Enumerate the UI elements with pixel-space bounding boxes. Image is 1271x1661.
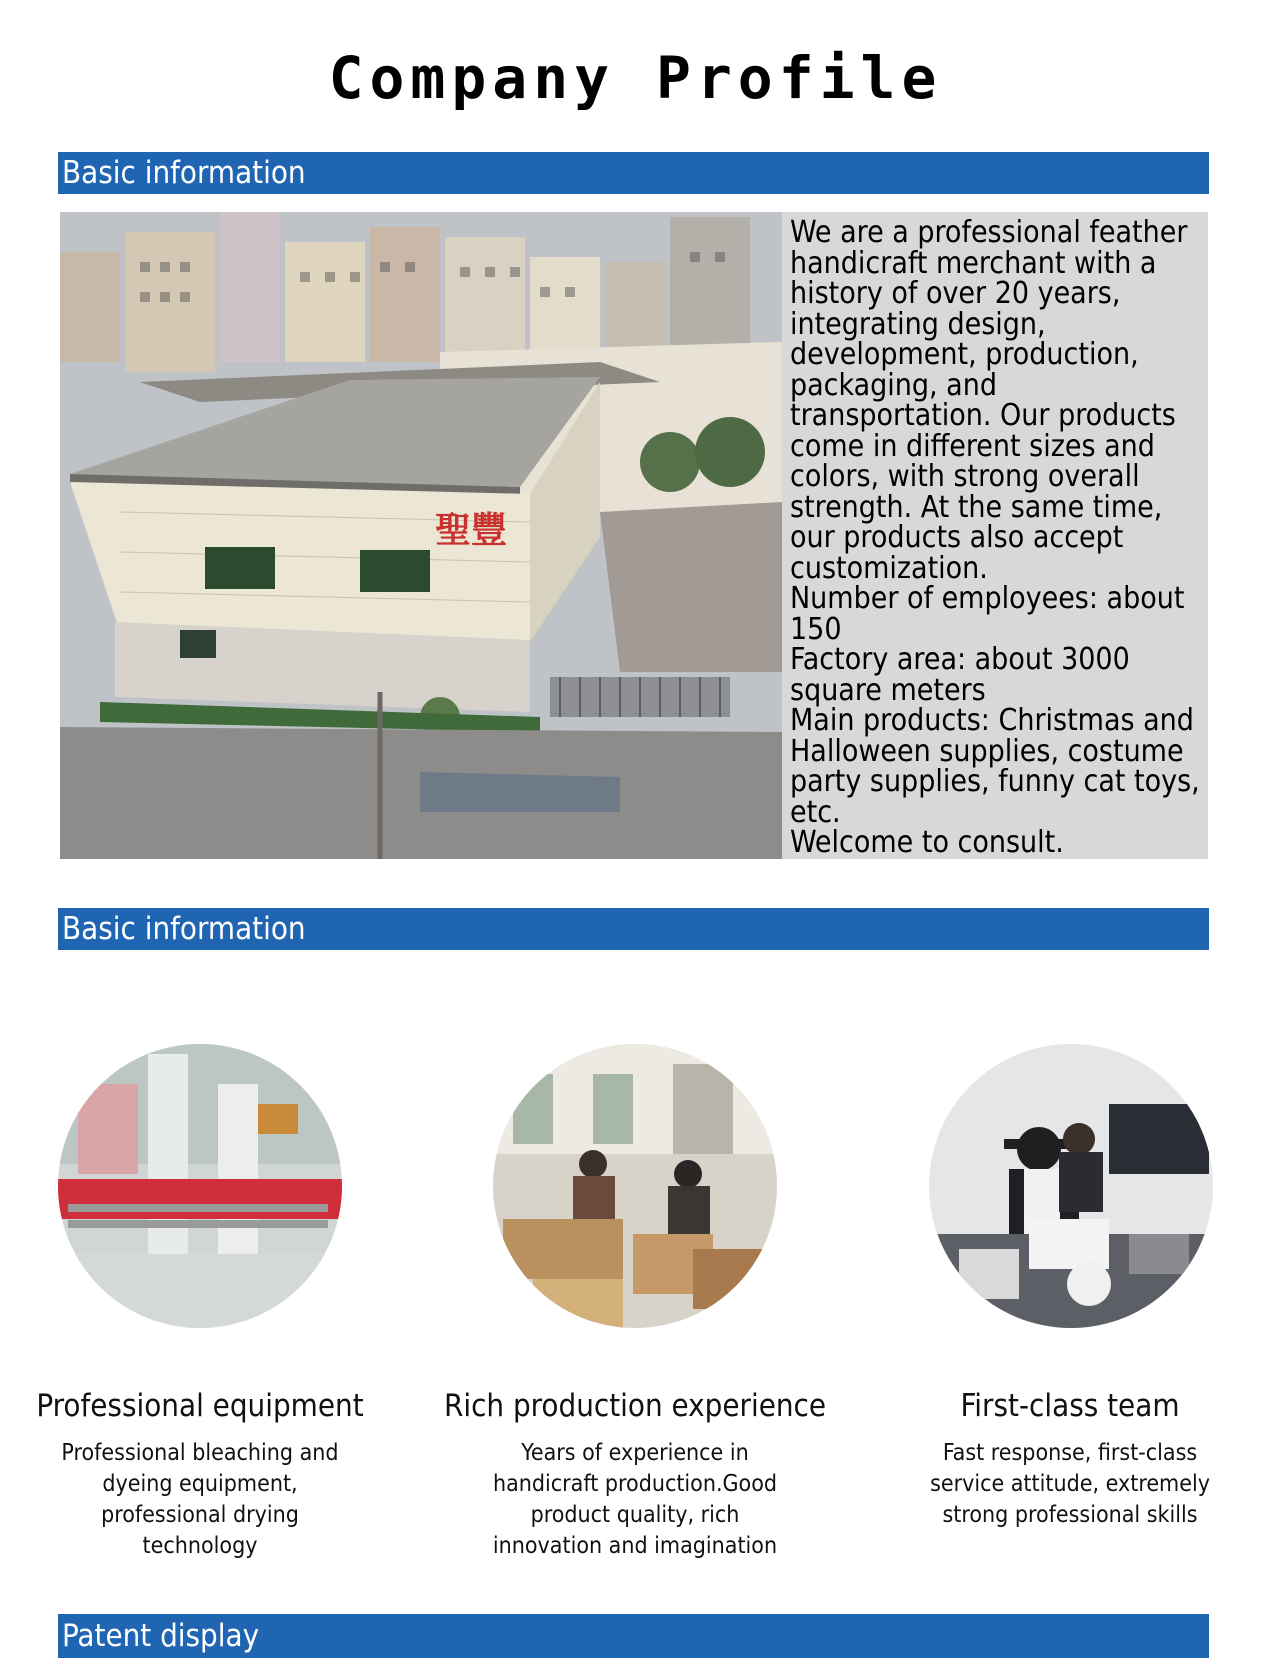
section-header-basic-information: Basic information <box>58 152 1209 194</box>
main-products-line: Main products: Christmas and Halloween supplies, costume party supplies, funny cat toys, etc. <box>790 703 1200 830</box>
factory-photo <box>60 212 782 859</box>
feature-title-team: First-class team <box>960 1388 1180 1424</box>
company-intro-text <box>790 215 1202 860</box>
feature-title-equipment: Professional equipment <box>36 1388 364 1424</box>
welcome-line: Welcome to consult. <box>790 825 1064 860</box>
intro-paragraph: We are a professional feather handicraft merchant with a history of over 20 years, integrating design, development, production, packaging, and transportation. Our products come in different sizes and colors, with strong overall strength. At the same time, our products also accept customization. <box>790 215 1188 586</box>
feature-desc-team: Fast response, first-class service attitude, extremely strong professional skills <box>930 1440 1210 1528</box>
workshop-photo <box>493 1044 777 1328</box>
feature-title-experience: Rich production experience <box>443 1388 827 1424</box>
feature-desc-experience: Years of experience in handicraft production.Good product quality, rich innovation and imagination <box>492 1440 778 1559</box>
company-intro-panel <box>60 212 1208 859</box>
equipment-photo <box>58 1044 342 1328</box>
factory-sign: 聖豐 <box>435 509 508 551</box>
section-header-basic-information-2: Basic information <box>58 908 1209 950</box>
employees-line: Number of employees: about 150 <box>790 581 1185 647</box>
section-header-patent-display: Patent display <box>58 1614 1209 1658</box>
team-photo <box>929 1044 1213 1328</box>
page-title: Company Profile <box>328 44 943 112</box>
factory-illustration <box>60 212 782 859</box>
feature-desc-equipment: Professional bleaching and dyeing equipment, professional drying technology <box>61 1440 339 1559</box>
factory-area-line: Factory area: about 3000 square meters <box>790 642 1130 708</box>
